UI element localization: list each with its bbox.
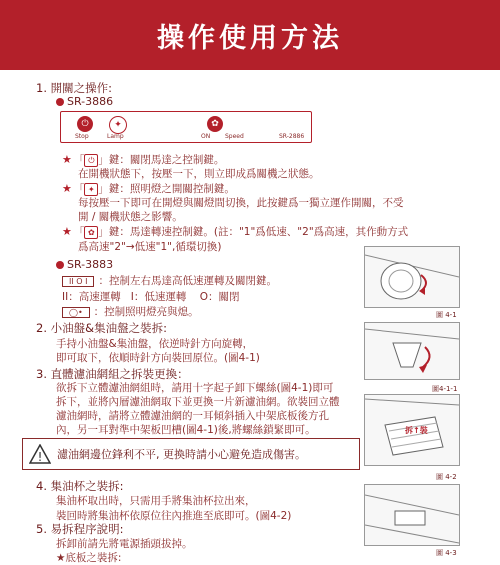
lamp-switch-icon: ◯• — [62, 307, 90, 318]
lamp-key-detail-2: 開 / 關機狀態之影響。 — [78, 211, 183, 223]
speed-key-detail: 爲高速"2"→低速"1",循環切換) — [78, 241, 222, 253]
figure-filter — [364, 394, 460, 466]
bullet-dot — [56, 261, 64, 269]
hood-bottom-illustration — [365, 485, 459, 545]
panel-speed-label: Speed — [225, 133, 244, 140]
section-5-heading: 5. 易拆程序說明: — [36, 522, 124, 536]
panel-stop-label: Stop — [75, 133, 89, 140]
figure-4-3 — [364, 484, 460, 546]
panel-lamp-label: Lamp — [107, 133, 124, 140]
figure-4-1-caption: 圖 4-1 — [436, 311, 457, 319]
panel-model-label: SR-2886 — [279, 133, 305, 140]
section-3-line-2: 拆下，並將內層濾油網取下並更換一片新濾油網。欲裝回立體 — [56, 396, 340, 408]
oil-cup-illustration — [365, 323, 459, 379]
figure-4-1-1-caption: 圖4-1-1 — [432, 385, 458, 393]
section-2-heading: 2. 小油盤&集油盤之裝拆: — [36, 321, 167, 335]
section-3-heading: 3. 直體濾油網組之拆裝更換： — [36, 367, 189, 381]
section-3-line-4: 內，另一耳對準中架板凹槽(圖4-1)後,將螺絲鎖緊即可。 — [56, 424, 316, 436]
section-3-line-3: 濾油網時，請將立體濾油網的一耳傾斜插入中架底板後方孔 — [56, 410, 329, 422]
switch-desc: II O I ：控制左右馬達高低速運轉及關閉鍵。 — [62, 273, 277, 288]
page-title: 操作使用方法 — [157, 22, 343, 54]
hood-fan-illustration — [365, 247, 459, 307]
section-5-line-2: ★底板之裝拆: — [56, 552, 122, 564]
stop-key-detail: 在開機狀態下，按壓一下，則立即成爲關機之狀態。 — [78, 168, 320, 180]
panel-on-label: ON — [201, 133, 211, 140]
speed-key-desc: ★ 「 ✿ 」鍵：馬達轉速控制鍵。(註："1"爲低速、"2"爲高速，其作動方式 — [62, 225, 409, 238]
switch-low: I：低速運轉 — [130, 291, 187, 303]
model-sr3886: SR-3886 — [56, 95, 113, 108]
remove-install-label: 拆↑裝 — [405, 426, 428, 435]
switch-legend — [62, 289, 239, 304]
section-1-heading: 1. 開關之操作: — [36, 81, 113, 95]
warning-icon — [29, 444, 51, 464]
section-5-line-1: 拆卸前請先將電源插頭拔掉。 — [56, 538, 193, 550]
bullet-dot — [56, 98, 64, 106]
section-4-line-1: 集油杯取出時，只需用手將集油杯拉出來， — [56, 495, 256, 507]
page-header — [0, 0, 500, 70]
section-2-line-1: 手持小油盤&集油盤，依逆時針方向旋轉， — [56, 338, 254, 350]
figure-cup — [364, 322, 460, 380]
switch-off: O：關閉 — [199, 291, 240, 303]
figure-4-1 — [364, 246, 460, 308]
warning-text: 濾油網邊位鋒利不平, 更換時請小心避免造成傷害。 — [57, 448, 306, 461]
model-sr3883: SR-3883 — [56, 258, 113, 271]
control-panel — [60, 111, 312, 143]
lamp-icon: ✦ — [109, 116, 127, 134]
rocker-switch-icon: II O I — [62, 276, 94, 287]
lamp-key-desc: ★ 「 ✦ 」鍵：照明燈之開關控制鍵。 — [62, 182, 235, 195]
switch-high: II：高速運轉 — [62, 291, 121, 303]
power-icon: ⏻ — [84, 154, 98, 167]
lamp-icon: ✦ — [84, 183, 98, 196]
section-3-line-1: 欲拆下立體濾油網組時，請用十字起子卸下螺絲(圖4-1)即可 — [56, 382, 334, 394]
svg-text:!: ! — [37, 450, 43, 464]
lamp-key-detail-1: 每按壓一下即可在開燈與關燈間切換，此按鍵爲一獨立運作開關，不受 — [78, 197, 404, 209]
figure-4-3-caption: 圖 4-3 — [436, 549, 457, 557]
speed-icon: ✿ — [84, 226, 98, 239]
figure-4-2-caption: 圖 4-2 — [436, 473, 457, 481]
power-icon: ⏻ — [77, 116, 93, 132]
section-4-line-2: 裝回時將集油杯依原位往內推進至底即可。(圖4-2) — [56, 510, 292, 522]
section-2-line-2: 即可取下，依順時針方向裝回原位。(圖4-1) — [56, 352, 260, 364]
stop-key-desc: ★ 「 ⏻ 」鍵：關閉馬達之控制鍵。 — [62, 153, 225, 166]
section-4-heading: 4. 集油杯之裝拆: — [36, 479, 124, 493]
fan-icon: ✿ — [207, 116, 223, 132]
warning-box — [22, 438, 360, 470]
lamp-switch-desc: ◯• ：控制照明燈亮與熄。 — [62, 304, 199, 319]
